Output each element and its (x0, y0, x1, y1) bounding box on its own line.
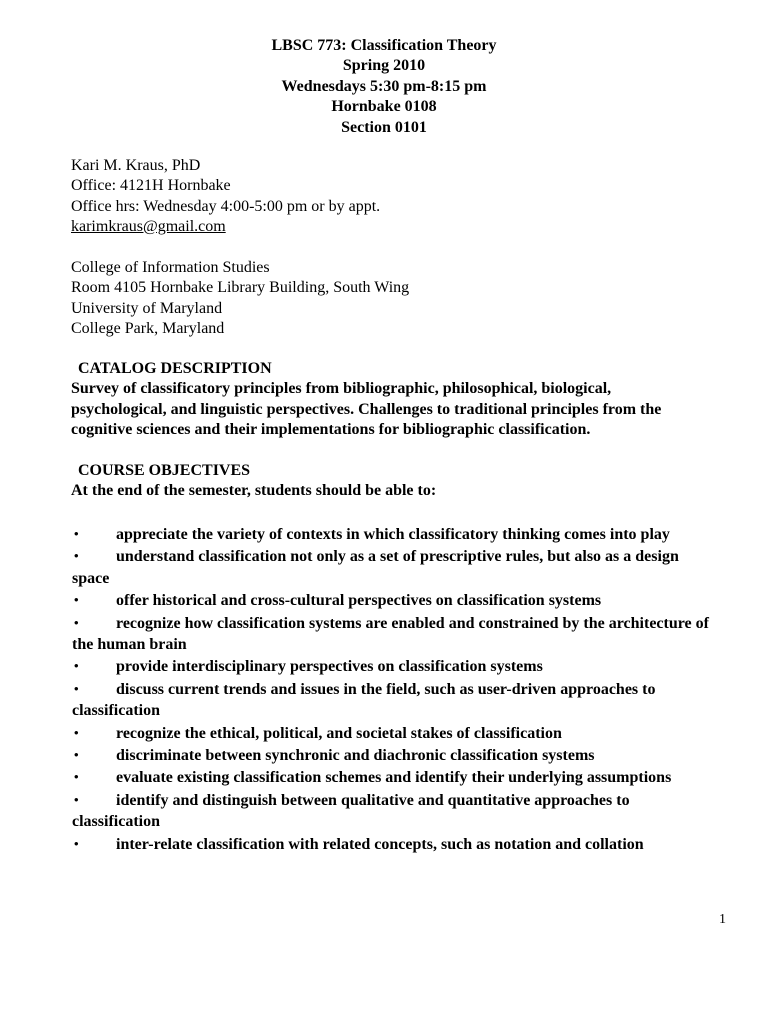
objective-item (74, 545, 734, 589)
bullet-icon: • (74, 835, 79, 851)
catalog-heading: CATALOG DESCRIPTION (78, 360, 272, 377)
objective-item (74, 766, 734, 788)
objective-text: discriminate between synchronic and diachronic classification systems (116, 747, 595, 765)
objective-text: appreciate the variety of contexts in which classificatory thinking comes into play (116, 526, 670, 543)
course-schedule: Wednesdays 5:30 pm-8:15 pm (281, 77, 487, 95)
bullet-icon: • (74, 791, 79, 807)
bullet-icon: • (74, 724, 79, 740)
objectives-list (74, 523, 734, 855)
objective-item (74, 789, 734, 833)
college-city: College Park, Maryland (71, 319, 225, 337)
bullet-icon: • (74, 614, 79, 630)
college-room: Room 4105 Hornbake Library Building, South Wing (71, 279, 410, 297)
bullet-icon: • (74, 769, 79, 785)
course-section: Section 0101 (341, 118, 427, 136)
objective-text: inter-relate classification with related concepts, such as notation and collation (116, 835, 644, 853)
catalog-line: cognitive sciences and their implementations for bibliographic classification. (71, 420, 591, 438)
college-university: University of Maryland (71, 299, 223, 317)
college-address (71, 258, 741, 339)
objective-text-continued: the human brain (72, 636, 187, 654)
objectives-heading: COURSE OBJECTIVES (78, 462, 251, 479)
objective-item (74, 678, 734, 722)
objective-item (74, 833, 734, 855)
catalog-line: psychological, and linguistic perspectives. Challenges to traditional principles from the (71, 400, 662, 418)
objective-text: recognize how classification systems are enabled and constrained by the architecture of (116, 614, 709, 632)
instructor-hours: Office hrs: Wednesday 4:00-5:00 pm or by appt. (71, 197, 381, 215)
bullet-icon: • (74, 680, 79, 696)
objective-item (74, 744, 734, 766)
bullet-icon: • (74, 548, 79, 564)
page-number: 1 (719, 912, 726, 927)
bullet-icon: • (74, 658, 79, 674)
bullet-icon: • (74, 592, 79, 608)
objective-item (74, 722, 734, 744)
objective-item (74, 589, 734, 611)
objective-text-continued: space (72, 569, 110, 587)
objective-text: understand classification not only as a set of prescriptive rules, but also as a design (116, 548, 679, 566)
objective-text: discuss current trends and issues in the field, such as user-driven approaches to (116, 680, 656, 698)
objective-text-continued: classification (72, 813, 160, 831)
course-objectives (71, 461, 741, 502)
bullet-icon: • (74, 526, 79, 541)
objective-text: identify and distinguish between qualitative and quantitative approaches to (116, 791, 630, 809)
course-title: LBSC 773: Classification Theory (271, 37, 497, 54)
catalog-description (71, 359, 741, 440)
objective-text: recognize the ethical, political, and societal stakes of classification (116, 724, 562, 742)
objective-text: offer historical and cross-cultural perspectives on classification systems (116, 592, 602, 610)
instructor-info (71, 156, 741, 237)
instructor-email-link[interactable]: karimkraus@gmail.com (71, 217, 226, 235)
instructor-office: Office: 4121H Hornbake (71, 177, 231, 195)
course-location: Hornbake 0108 (331, 98, 437, 116)
instructor-name: Kari M. Kraus, PhD (71, 157, 201, 174)
objective-text: evaluate existing classification schemes and identify their underlying assumptions (116, 769, 672, 787)
objective-text: provide interdisciplinary perspectives on classification systems (116, 658, 543, 676)
objectives-intro: At the end of the semester, students should be able to: (71, 482, 437, 500)
course-term: Spring 2010 (342, 57, 426, 75)
objective-item (74, 655, 734, 677)
college-name: College of Information Studies (71, 259, 270, 276)
bullet-icon: • (74, 747, 79, 763)
objective-item (74, 523, 734, 545)
course-header (0, 36, 768, 138)
objective-text-continued: classification (72, 702, 160, 720)
objective-item (74, 612, 734, 656)
catalog-line: Survey of classificatory principles from bibliographic, philosophical, biological, (71, 380, 612, 398)
